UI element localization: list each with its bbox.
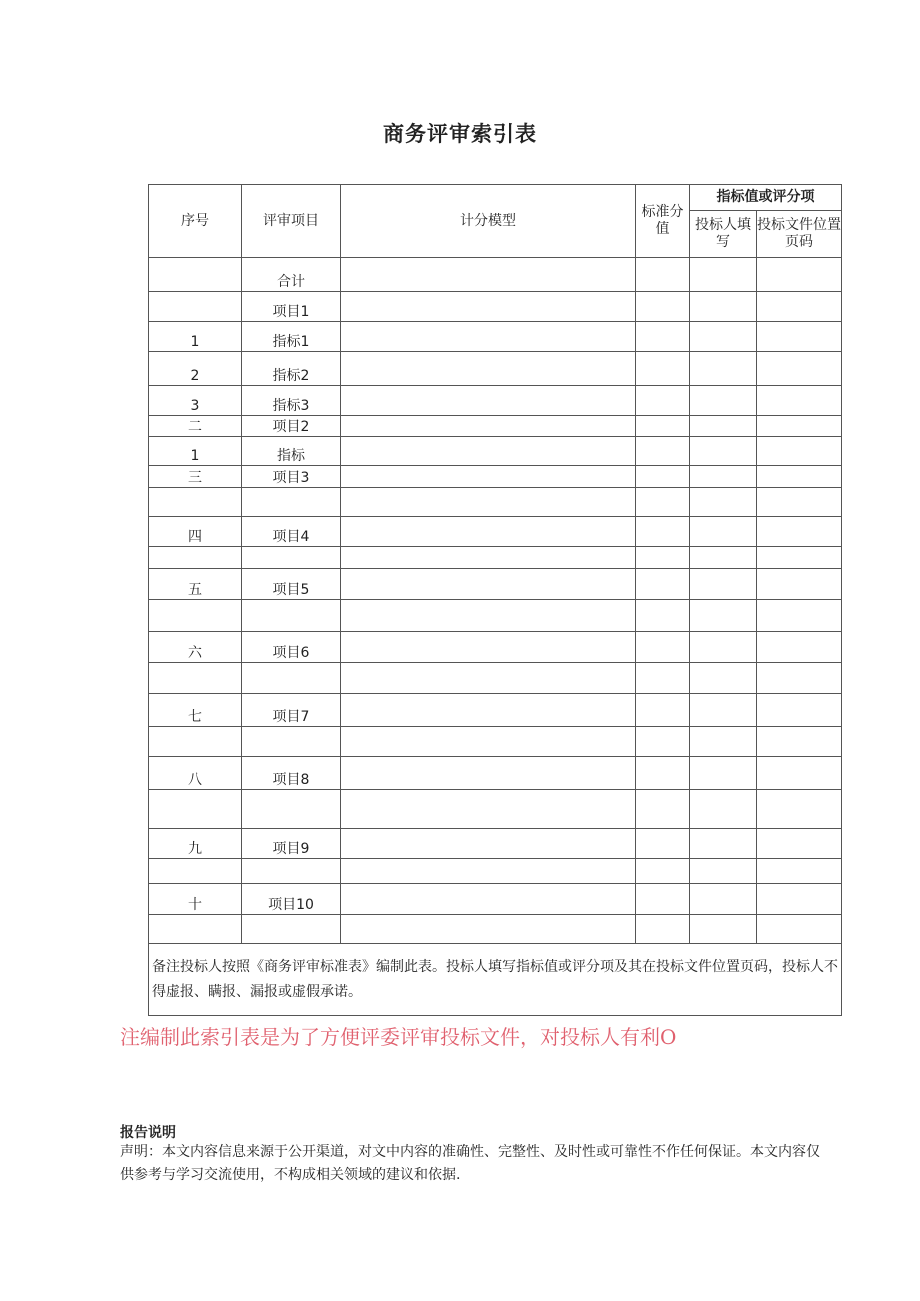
header-group: 指标值或评分项 xyxy=(690,185,842,211)
red-note: 注编制此索引表是为了方便评委评审投标文件，对投标人有利O xyxy=(120,1025,677,1049)
cell-item: 合计 xyxy=(242,258,341,292)
cell-fill xyxy=(690,829,757,859)
cell-model xyxy=(341,600,636,632)
table-row xyxy=(149,352,842,386)
cell-page xyxy=(757,352,842,386)
cell-page xyxy=(757,517,842,547)
cell-seq: 四 xyxy=(149,517,242,547)
table-row xyxy=(149,258,842,292)
cell-page xyxy=(757,859,842,884)
header-fill: 投标人填写 xyxy=(690,211,757,258)
table-row xyxy=(149,386,842,416)
cell-fill xyxy=(690,488,757,517)
cell-model xyxy=(341,386,636,416)
cell-page xyxy=(757,258,842,292)
cell-page xyxy=(757,790,842,829)
cell-seq xyxy=(149,790,242,829)
cell-fill xyxy=(690,466,757,488)
cell-standard xyxy=(636,322,690,352)
cell-item: 项目4 xyxy=(242,517,341,547)
cell-fill xyxy=(690,547,757,569)
cell-model xyxy=(341,727,636,757)
header-seq: 序号 xyxy=(149,185,242,258)
cell-item xyxy=(242,790,341,829)
cell-seq: 十 xyxy=(149,884,242,915)
table-row xyxy=(149,569,842,600)
cell-item: 指标3 xyxy=(242,386,341,416)
cell-seq xyxy=(149,727,242,757)
cell-fill xyxy=(690,884,757,915)
cell-model xyxy=(341,915,636,944)
table-row xyxy=(149,757,842,790)
cell-standard xyxy=(636,884,690,915)
cell-standard xyxy=(636,292,690,322)
header-standard: 标准分值 xyxy=(636,185,690,258)
cell-page xyxy=(757,694,842,727)
cell-seq xyxy=(149,915,242,944)
cell-fill xyxy=(690,416,757,437)
cell-model xyxy=(341,517,636,547)
cell-item xyxy=(242,600,341,632)
cell-model xyxy=(341,437,636,466)
page-title: 商务评审索引表 xyxy=(383,121,537,146)
cell-seq: 三 xyxy=(149,466,242,488)
cell-page xyxy=(757,829,842,859)
cell-seq: 八 xyxy=(149,757,242,790)
table-row xyxy=(149,292,842,322)
cell-standard xyxy=(636,757,690,790)
report-title: 报告说明 xyxy=(120,1125,176,1141)
cell-item xyxy=(242,727,341,757)
table-row xyxy=(149,859,842,884)
table-row xyxy=(149,694,842,727)
cell-page xyxy=(757,632,842,663)
cell-item: 指标 xyxy=(242,437,341,466)
cell-standard xyxy=(636,437,690,466)
cell-page xyxy=(757,322,842,352)
cell-seq: 五 xyxy=(149,569,242,600)
cell-standard xyxy=(636,258,690,292)
cell-model xyxy=(341,829,636,859)
cell-fill xyxy=(690,600,757,632)
cell-model xyxy=(341,322,636,352)
cell-model xyxy=(341,632,636,663)
cell-page xyxy=(757,757,842,790)
cell-seq xyxy=(149,292,242,322)
header-model: 计分模型 xyxy=(341,185,636,258)
cell-fill xyxy=(690,859,757,884)
cell-item: 指标1 xyxy=(242,322,341,352)
cell-standard xyxy=(636,466,690,488)
cell-model xyxy=(341,547,636,569)
cell-fill xyxy=(690,517,757,547)
cell-seq: 九 xyxy=(149,829,242,859)
cell-standard xyxy=(636,663,690,694)
cell-page xyxy=(757,466,842,488)
table-row xyxy=(149,517,842,547)
cell-fill xyxy=(690,437,757,466)
cell-standard xyxy=(636,790,690,829)
table-row xyxy=(149,466,842,488)
cell-page xyxy=(757,488,842,517)
cell-item: 项目8 xyxy=(242,757,341,790)
cell-model xyxy=(341,352,636,386)
cell-page xyxy=(757,884,842,915)
cell-seq: 1 xyxy=(149,322,242,352)
cell-standard xyxy=(636,915,690,944)
cell-standard xyxy=(636,416,690,437)
cell-standard xyxy=(636,517,690,547)
cell-standard xyxy=(636,859,690,884)
cell-seq xyxy=(149,258,242,292)
cell-seq: 二 xyxy=(149,416,242,437)
cell-standard xyxy=(636,829,690,859)
cell-page xyxy=(757,569,842,600)
cell-seq: 六 xyxy=(149,632,242,663)
cell-page xyxy=(757,292,842,322)
cell-seq: 2 xyxy=(149,352,242,386)
cell-item xyxy=(242,663,341,694)
cell-model xyxy=(341,694,636,727)
cell-fill xyxy=(690,632,757,663)
review-index-table xyxy=(148,184,842,1016)
cell-item: 项目9 xyxy=(242,829,341,859)
cell-fill xyxy=(690,258,757,292)
table-row xyxy=(149,322,842,352)
cell-model xyxy=(341,859,636,884)
cell-seq xyxy=(149,547,242,569)
cell-seq xyxy=(149,859,242,884)
cell-standard xyxy=(636,694,690,727)
cell-standard xyxy=(636,547,690,569)
cell-standard xyxy=(636,569,690,600)
cell-item xyxy=(242,915,341,944)
cell-fill xyxy=(690,663,757,694)
cell-item: 项目5 xyxy=(242,569,341,600)
cell-fill xyxy=(690,727,757,757)
table-row xyxy=(149,727,842,757)
cell-seq xyxy=(149,663,242,694)
cell-item xyxy=(242,547,341,569)
cell-page xyxy=(757,663,842,694)
cell-model xyxy=(341,416,636,437)
cell-fill xyxy=(690,790,757,829)
cell-fill xyxy=(690,569,757,600)
cell-model xyxy=(341,488,636,517)
cell-seq xyxy=(149,600,242,632)
cell-model xyxy=(341,884,636,915)
cell-fill xyxy=(690,322,757,352)
table-notes: 备注投标人按照《商务评审标准表》编制此表。投标人填写指标值或评分项及其在投标文件位置页码，投标人不得虚报、瞒报、漏报或虚假承诺。 xyxy=(149,944,842,1016)
cell-page xyxy=(757,386,842,416)
cell-item xyxy=(242,859,341,884)
cell-fill xyxy=(690,694,757,727)
cell-standard xyxy=(636,727,690,757)
table-row xyxy=(149,884,842,915)
cell-item: 项目10 xyxy=(242,884,341,915)
cell-item xyxy=(242,488,341,517)
cell-model xyxy=(341,466,636,488)
cell-item: 项目1 xyxy=(242,292,341,322)
cell-model xyxy=(341,663,636,694)
table-row xyxy=(149,663,842,694)
table-row xyxy=(149,600,842,632)
cell-item: 指标2 xyxy=(242,352,341,386)
header-page: 投标文件位置页码 xyxy=(757,211,842,258)
cell-fill xyxy=(690,915,757,944)
cell-item: 项目7 xyxy=(242,694,341,727)
header-item: 评审项目 xyxy=(242,185,341,258)
table-row xyxy=(149,547,842,569)
cell-fill xyxy=(690,352,757,386)
cell-page xyxy=(757,727,842,757)
cell-page xyxy=(757,416,842,437)
table-row xyxy=(149,488,842,517)
table-row xyxy=(149,416,842,437)
cell-seq: 七 xyxy=(149,694,242,727)
cell-standard xyxy=(636,386,690,416)
cell-page xyxy=(757,600,842,632)
table-row xyxy=(149,790,842,829)
report-body: 声明：本文内容信息来源于公开渠道，对文中内容的准确性、完整性、及时性或可靠性不作任何保证。本文内容仅供参考与学习交流使用，不构成相关领域的建议和依据. xyxy=(120,1144,820,1183)
cell-page xyxy=(757,547,842,569)
cell-item: 项目6 xyxy=(242,632,341,663)
cell-seq: 3 xyxy=(149,386,242,416)
cell-seq xyxy=(149,488,242,517)
cell-fill xyxy=(690,757,757,790)
cell-standard xyxy=(636,488,690,517)
table-row xyxy=(149,829,842,859)
table-row xyxy=(149,437,842,466)
table-row xyxy=(149,632,842,663)
cell-fill xyxy=(690,386,757,416)
cell-item: 项目3 xyxy=(242,466,341,488)
cell-model xyxy=(341,292,636,322)
cell-model xyxy=(341,757,636,790)
cell-model xyxy=(341,790,636,829)
cell-fill xyxy=(690,292,757,322)
cell-standard xyxy=(636,352,690,386)
cell-standard xyxy=(636,632,690,663)
cell-standard xyxy=(636,600,690,632)
cell-seq: 1 xyxy=(149,437,242,466)
cell-page xyxy=(757,437,842,466)
cell-item: 项目2 xyxy=(242,416,341,437)
cell-model xyxy=(341,569,636,600)
cell-model xyxy=(341,258,636,292)
table-row xyxy=(149,915,842,944)
cell-page xyxy=(757,915,842,944)
